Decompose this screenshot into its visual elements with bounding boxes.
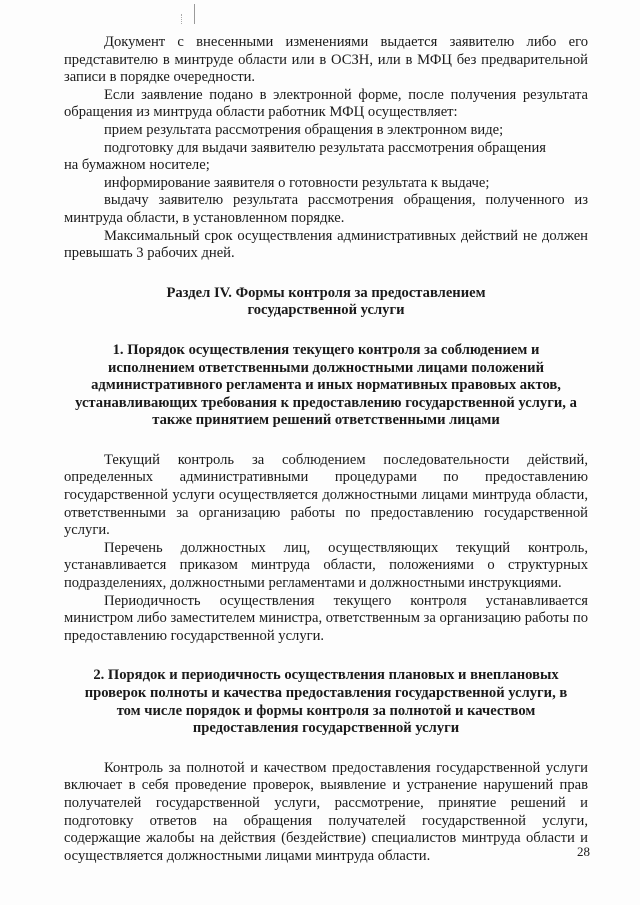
paragraph-receive-result: прием результата рассмотрения обращения в электронном виде; [104, 121, 504, 138]
paragraph-document-issue: Документ с внесенными изменениями выдается заявителю либо его представителю в минтруде области или в ОСЗН, или в МФЦ без предварительной записи в порядке очередности. [64, 34, 588, 86]
page-content [64, 34, 588, 865]
paragraph-current-control: Текущий контроль за соблюдением последовательности действий, определенных административными процедурами по предоставлению государственной услуги осуществляется должностными лицами минтруда области, ответственными за организацию работы по предоставлению государственной услуги. [64, 451, 588, 539]
section-heading: Раздел IV. Формы контроля за предоставлением государственной услуги [166, 284, 486, 319]
paragraph-prepare-issue: подготовку для выдачи заявителю результата рассмотрения обращения [104, 139, 546, 156]
subsection-1-heading: 1. Порядок осуществления текущего контроля за соблюдением и исполнением ответственными должностными лицами положений административного регламента и иных нормативных правовых актов, устанавливающих требования к предоставлению государственной услуги, а также принятием решений ответственными лицами [75, 341, 577, 429]
scan-artifact-dots [181, 14, 183, 24]
paragraph-inform-applicant: информирование заявителя о готовности результата к выдаче; [104, 174, 490, 191]
paragraph-issue-result: выдачу заявителю результата рассмотрения обращения, полученного из минтруда области, в установленном порядке. [64, 192, 588, 226]
paragraph-prepare-issue-cont: на бумажном носителе; [64, 157, 210, 174]
page-number: 28 [577, 844, 590, 859]
subsection-2-heading: 2. Порядок и периодичность осуществления плановых и внеплановых проверок полноты и качества предоставления государственной услуги, в том числе порядок и формы контроля за полнотой и качеством предоставления государственной услуги [84, 667, 568, 737]
paragraph-periodicity: Периодичность осуществления текущего контроля устанавливается министром либо заместителем министра, ответственным за организацию работы по предоставлению государственной услуги. [64, 592, 588, 644]
scan-artifact-line [194, 4, 196, 24]
paragraph-max-term: Максимальный срок осуществления административных действий не должен превышать 3 рабочих дней. [64, 227, 588, 262]
paragraph-quality-control: Контроль за полнотой и качеством предоставления государственной услуги включает в себя проведение проверок, выявление и устранение нарушений прав получателей государственной услуги, рассмотрение, принятие решений и подготовку ответов на обращения получателей государственной услуги, содержащие жалобы на действия (бездействие) специалистов минтруда области и осуществляется должностными лицами минтруда области. [64, 759, 588, 864]
paragraph-electronic-application: Если заявление подано в электронной форме, после получения результата обращения из минтруда области работник МФЦ осуществляет: [64, 86, 588, 121]
paragraph-officials-list: Перечень должностных лиц, осуществляющих текущий контроль, устанавливается приказом минтруда области, положениями о структурных подразделениях, должностными регламентами и должностными инструкциями. [64, 539, 588, 592]
